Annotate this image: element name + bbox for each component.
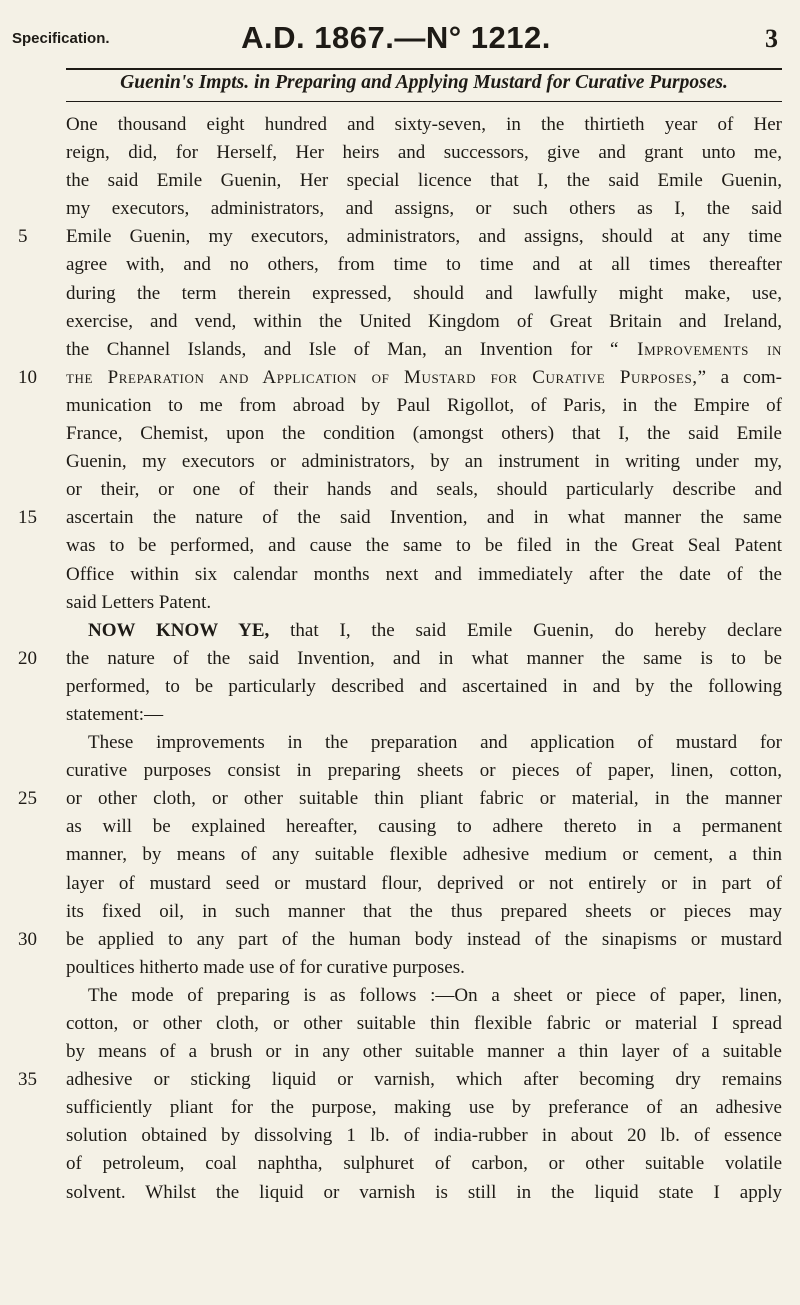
line-number: 35 xyxy=(18,1069,37,1091)
text-line: manner, by means of any suitable flexible adhesive medium or cement, a thin xyxy=(66,844,782,866)
text-line: munication to me from abroad by Paul Rigollot, of Paris, in the Empire of xyxy=(66,394,782,416)
text-line: solvent. Whilst the liquid or varnish is still in the liquid state I apply xyxy=(66,1181,782,1203)
line-number: 25 xyxy=(18,788,37,810)
text-line: its fixed oil, in such manner that the thus prepared sheets or pieces may xyxy=(66,900,782,922)
text-line: The mode of preparing is as follows :—On a sheet or piece of paper, linen, xyxy=(88,984,782,1006)
text-line: the said Emile Guenin, Her special licence that I, the said Emile Guenin, xyxy=(66,170,782,192)
running-title: Guenin's Impts. in Preparing and Applying Mustard for Curative Purposes. xyxy=(120,72,728,93)
text-line: 35 adhesive or sticking liquid or varnish, which after becoming dry remains xyxy=(66,1066,782,1094)
text-line: sufficiently pliant for the purpose, making use by preferance of an adhesive xyxy=(66,1097,782,1119)
text-line: 25 or other cloth, or other suitable thin pliant fabric or material, in the manner xyxy=(66,785,782,813)
text-line: 5 Emile Guenin, my executors, administrators, and assigns, should at any time xyxy=(66,223,782,251)
text-line: reign, did, for Herself, Her heirs and successors, give and grant unto me, xyxy=(66,142,782,164)
text-line: of petroleum, coal naphtha, sulphuret of carbon, or other suitable volatile xyxy=(66,1153,782,1175)
text-line: said Letters Patent. xyxy=(66,591,212,613)
text-line: agree with, and no others, from time to time and at all times thereafter xyxy=(66,254,782,276)
text-line: Guenin, my executors or administrators, by an instrument in writing under my, xyxy=(66,451,782,473)
text-line: poultices hitherto made use of for curative purposes. xyxy=(66,956,465,978)
text-line: Office within six calendar months next and immediately after the date of the xyxy=(66,563,782,585)
text-line: solution obtained by dissolving 1 lb. of india-rubber in about 20 lb. of essence xyxy=(66,1125,782,1147)
line-number: 15 xyxy=(18,507,37,529)
text-line: statement:— xyxy=(66,703,164,725)
page-header xyxy=(12,20,780,60)
page-number: 3 xyxy=(765,24,778,53)
line-number: 10 xyxy=(18,366,37,388)
text-line: curative purposes consist in preparing sheets or pieces of paper, linen, cotton, xyxy=(66,760,782,782)
header-patent-number: A.D. 1867.—N° 1212. xyxy=(241,20,551,55)
specification-body xyxy=(18,111,783,1207)
text-line: NOW KNOW YE, that I, the said Emile Guenin, do hereby declare xyxy=(88,619,783,641)
line-number: 5 xyxy=(18,226,28,248)
header-rule-bottom xyxy=(66,101,782,102)
text-line: the Channel Islands, and Isle of Man, an Invention for “ Improvements in xyxy=(66,338,782,360)
text-line: One thousand eight hundred and sixty-seven, in the thirtieth year of Her xyxy=(66,114,782,135)
line-number: 30 xyxy=(18,928,37,950)
text-line: exercise, and vend, within the United Kingdom of Great Britain and Ireland, xyxy=(66,310,782,332)
text-line: layer of mustard seed or mustard flour, deprived or not entirely or in part of xyxy=(66,872,782,894)
text-line: 15 ascertain the nature of the said Invention, and in what manner the same xyxy=(66,504,782,532)
text-line: France, Chemist, upon the condition (amongst others) that I, the said Emile xyxy=(66,423,782,445)
text-line: was to be performed, and cause the same to be filed in the Great Seal Patent xyxy=(66,535,782,557)
text-line: 30 be applied to any part of the human body instead of the sinapisms or mustard xyxy=(66,926,782,954)
header-specification-label: Specification. xyxy=(12,30,110,47)
now-know-ye: NOW KNOW YE, xyxy=(88,619,270,641)
text-line: These improvements in the preparation and application of mustard for xyxy=(88,732,782,754)
line-number: 20 xyxy=(18,647,37,669)
text-line: by means of a brush or in any other suitable manner a thin layer of a suitable xyxy=(66,1041,782,1063)
text-line: performed, to be particularly described and ascertained in and by the following xyxy=(66,675,782,697)
text-line: 10 the Preparation and Application of Mustard for Curative Purposes,” a com- xyxy=(66,364,782,392)
invention-title: the Preparation and Application of Mustard for Curative Purposes,” xyxy=(66,366,707,388)
text-line: cotton, or other cloth, or other suitable thin flexible fabric or material I spread xyxy=(66,1013,782,1034)
text-line: during the term therein expressed, should and lawfully might make, use, xyxy=(66,282,782,304)
text-line: or their, or one of their hands and seals, should particularly describe and xyxy=(66,479,782,501)
text-line: 20 the nature of the said Invention, and in what manner the same is to be xyxy=(66,645,782,673)
text-line: as will be explained hereafter, causing to adhere thereto in a permanent xyxy=(66,816,782,838)
text-line: my executors, administrators, and assigns, or such others as I, the said xyxy=(66,198,782,220)
